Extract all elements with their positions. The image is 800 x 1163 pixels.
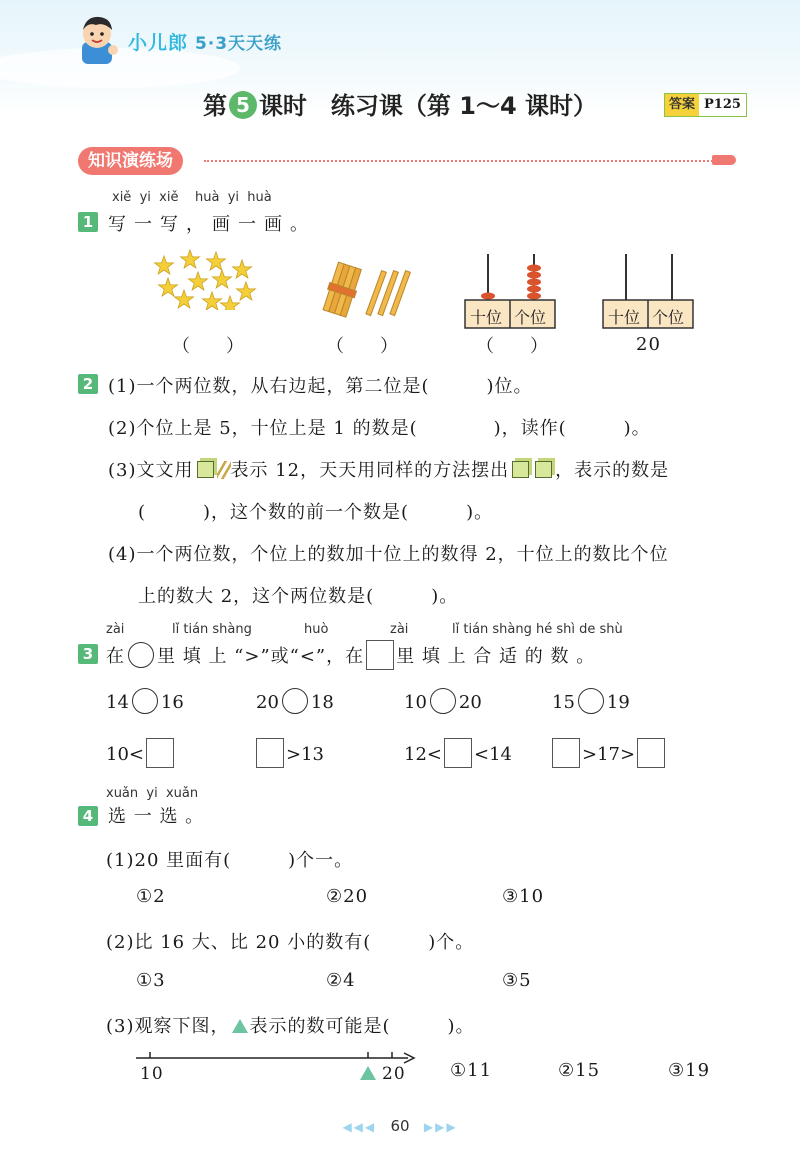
- fill-4-box-b[interactable]: [637, 738, 665, 768]
- arrows-left-icon: ◀◀◀: [342, 1120, 377, 1134]
- number-line-end: 20: [382, 1064, 406, 1084]
- page-footer: [0, 1117, 800, 1135]
- q3-number: 3: [78, 644, 98, 664]
- q4-pinyin: xuǎn yi xuǎn: [106, 786, 199, 801]
- fill-1: 10<: [106, 738, 176, 768]
- q4-sub-1-opt-1[interactable]: ①2: [136, 886, 166, 907]
- brand-name: 小儿郎: [128, 32, 189, 54]
- abacus1-ones-label: 个位: [514, 308, 547, 327]
- compare-2-circle[interactable]: [282, 688, 308, 714]
- lesson-number: 5: [229, 91, 257, 119]
- square-symbol: [366, 640, 394, 670]
- q3-pinyin: zài: [106, 622, 125, 637]
- fill-2: >13: [254, 738, 324, 768]
- fill-4: >17>: [550, 738, 667, 768]
- compare-2: 20 18: [256, 688, 334, 714]
- q2-line-5: (4)一个两位数，个位上的数加十位上的数得 2，十位上的数比个位: [108, 544, 669, 565]
- sticks-icon: [217, 461, 231, 479]
- q4-sub-2-opt-2[interactable]: ②4: [326, 970, 356, 991]
- q2-line-4: ( )，这个数的前一个数是( )。: [138, 502, 494, 523]
- answer-tag[interactable]: [664, 93, 747, 117]
- number-line-start: 10: [140, 1064, 164, 1084]
- answer-page: P125: [704, 97, 741, 112]
- q4-sub-2-opt-1[interactable]: ①3: [136, 970, 166, 991]
- compare-4-circle[interactable]: [578, 688, 604, 714]
- abacus2-ones-label: 个位: [652, 308, 685, 327]
- title-suffix: 课时 练习课（第 1～4 课时）: [258, 92, 598, 120]
- q2-line-3: (3)文文用 表示 12，天天用同样的方法摆出 ，表示的数是: [108, 460, 670, 481]
- compare-1: 14 16: [106, 688, 184, 714]
- abacus1-tens-label: 十位: [470, 308, 503, 327]
- cube-icon: [512, 461, 529, 478]
- q1-pinyin: xiě yi xiě huà yi huà: [112, 190, 272, 205]
- circle-symbol: [128, 642, 154, 668]
- q1-text: 写一写，画一画。: [108, 214, 316, 235]
- q2-line-6: 上的数大 2，这个两位数是( )。: [138, 586, 459, 607]
- q4-sub-2: (2)比 16 大、比 20 小的数有( )个。: [106, 932, 475, 953]
- compare-1-circle[interactable]: [132, 688, 158, 714]
- series-title: [128, 28, 282, 55]
- compare-4: 15 19: [552, 688, 630, 714]
- q2-line-2: (2)个位上是 5，十位上是 1 的数是( )，读作( )。: [108, 418, 651, 439]
- title-prefix: 第: [202, 92, 227, 120]
- fill-2-box[interactable]: [256, 738, 284, 768]
- mascot-icon: [74, 12, 120, 64]
- q1-answer-3[interactable]: （ ）: [476, 336, 548, 357]
- section-label: 知识演练场: [78, 147, 183, 175]
- series-name: 5·3天天练: [194, 34, 283, 54]
- triangle-icon: [232, 1019, 248, 1033]
- q2-line-1: (1)一个两位数，从右边起，第二位是( )位。: [108, 376, 533, 397]
- q3-text: 在 里 填 上 “>”或“<”，在 里 填 上 合 适 的 数 。: [106, 640, 595, 670]
- q4-sub-3-opt-3[interactable]: ③19: [668, 1060, 711, 1081]
- q1-answer-2[interactable]: （ ）: [326, 336, 398, 357]
- pencil-icon: [712, 155, 736, 165]
- section-divider: [204, 160, 716, 162]
- fill-3: 12< <14: [404, 738, 512, 768]
- q4-sub-3-opt-1[interactable]: ①11: [450, 1060, 493, 1081]
- q4-sub-3-opt-2[interactable]: ②15: [558, 1060, 601, 1081]
- q4-sub-1: (1)20 里面有( )个一。: [106, 850, 354, 871]
- q4-number: 4: [78, 806, 98, 826]
- answer-label: 答案: [665, 94, 699, 116]
- compare-3-circle[interactable]: [430, 688, 456, 714]
- q1-answer-1[interactable]: （ ）: [172, 336, 244, 357]
- q4-text: 选 一 选 。: [108, 806, 205, 827]
- compare-3: 10 20: [404, 688, 482, 714]
- fill-1-box[interactable]: [146, 738, 174, 768]
- fill-3-box[interactable]: [444, 738, 472, 768]
- stars-picture: [140, 248, 260, 310]
- page-number: 60: [390, 1117, 410, 1135]
- q4-sub-3: (3)观察下图， 表示的数可能是( )。: [106, 1016, 475, 1037]
- arrows-right-icon: ▶▶▶: [423, 1120, 458, 1134]
- abacus2-tens-label: 十位: [608, 308, 641, 327]
- q1-number: 1: [78, 212, 98, 232]
- q4-sub-1-opt-2[interactable]: ②20: [326, 886, 369, 907]
- cube-icon: [197, 461, 214, 478]
- cube-icon: [535, 461, 552, 478]
- q1-given-value: 20: [636, 334, 661, 355]
- fill-4-box-a[interactable]: [552, 738, 580, 768]
- q2-number: 2: [78, 374, 98, 394]
- q4-sub-1-opt-3[interactable]: ③10: [502, 886, 545, 907]
- sticks-picture: [316, 260, 412, 320]
- q4-sub-2-opt-3[interactable]: ③5: [502, 970, 532, 991]
- number-line: [132, 1044, 422, 1084]
